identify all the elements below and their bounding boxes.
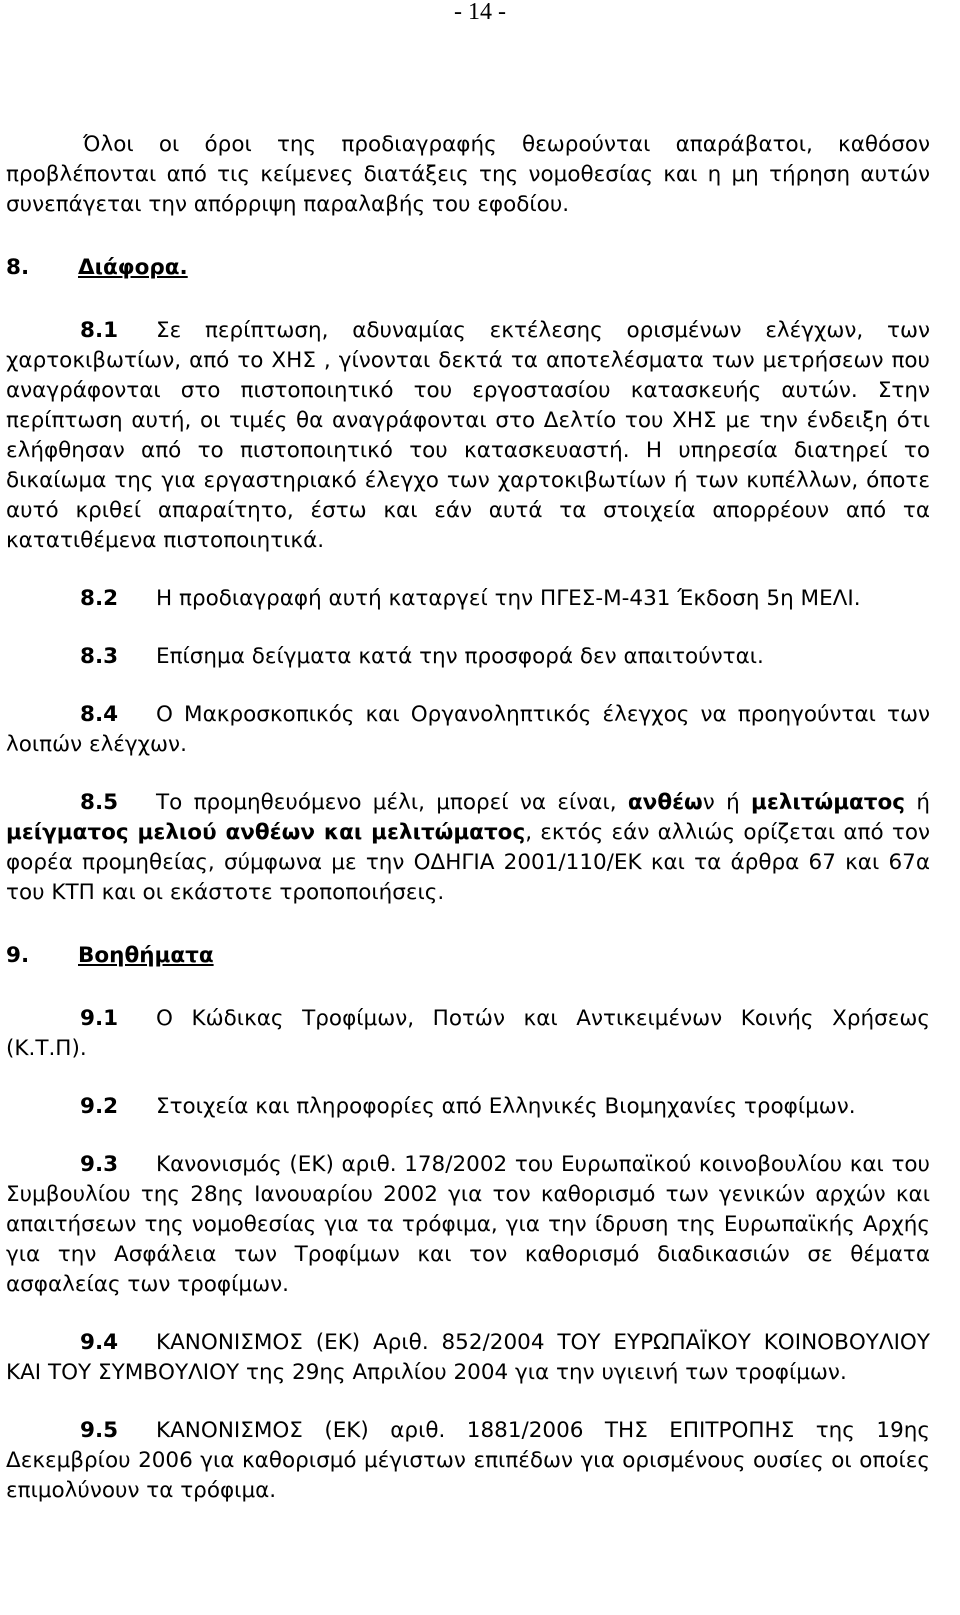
item-8-5-text-4: , εκτός εάν αλλιώς ορίζεται από τον φορέα προμηθείας, σύμφωνα με την ΟΔΗΓΙΑ 2001/110/ΕΚ και τα άρθρα 67 και 67α του ΚΤΠ και οι εκάστοτε τροποποιήσεις. (6, 820, 930, 905)
item-8-4-number: 8.4 (80, 702, 119, 727)
item-8-5 (6, 788, 930, 908)
item-9-3-text: Κανονισμός (ΕΚ) αριθ. 178/2002 του Ευρωπαϊκού κοινοβουλίου και του Συμβουλίου της 28ης Ιανουαρίου 2002 για τον καθορισμό των γενικών αρχών και απαιτήσεων της νομοθεσίας για τα τρόφιμα, για την ίδρυση της Ευρωπαϊκής Αρχής για την Ασφάλεια των Τροφίμων και τον καθορισμό διαδικασιών σε θέματα ασφαλείας των τροφίμων. (6, 1152, 930, 1297)
item-9-3-number: 9.3 (80, 1152, 119, 1177)
item-8-1-number: 8.1 (80, 318, 119, 343)
item-8-5-bold-1: ανθέω (627, 790, 703, 815)
item-9-5 (6, 1416, 930, 1506)
item-8-5-bold-3: μείγματος μελιού ανθέων και μελιτώματος (6, 820, 526, 845)
item-8-4 (6, 700, 930, 760)
document-body (6, 130, 930, 1506)
section-9-heading (6, 941, 930, 971)
item-9-4-text: ΚΑΝΟΝΙΣΜΟΣ (ΕΚ) Αριθ. 852/2004 ΤΟΥ ΕΥΡΩΠΑΪΚΟΥ ΚΟΙΝΟΒΟΥΛΙΟΥ ΚΑΙ ΤΟΥ ΣΥΜΒΟΥΛΙΟΥ της 29ης Απριλίου 2004 για την υγιεινή των τροφίμων. (6, 1330, 930, 1385)
item-8-4-text: Ο Μακροσκοπικός και Οργανοληπτικός έλεγχος να προηγούνται των λοιπών ελέγχων. (6, 702, 930, 757)
section-8-heading (6, 253, 930, 283)
item-9-2-number: 9.2 (80, 1094, 119, 1119)
item-8-2-text: Η προδιαγραφή αυτή καταργεί την ΠΓΕΣ-Μ-431 Έκδοση 5η ΜΕΛΙ. (156, 586, 861, 611)
item-8-3-number: 8.3 (80, 644, 119, 669)
item-8-2-number: 8.2 (80, 586, 119, 611)
item-8-5-bold-2: μελιτώματος (751, 790, 906, 815)
item-8-1 (6, 316, 930, 556)
item-8-3-text: Επίσημα δείγματα κατά την προσφορά δεν απαιτούνται. (156, 644, 764, 669)
item-9-1-text: Ο Κώδικας Τροφίμων, Ποτών και Αντικειμένων Κοινής Χρήσεως (Κ.Τ.Π). (6, 1006, 930, 1061)
item-9-1-number: 9.1 (80, 1006, 119, 1031)
item-9-4 (6, 1328, 930, 1388)
section-8-number: 8. (6, 255, 30, 280)
intro-paragraph: Όλοι οι όροι της προδιαγραφής θεωρούνται απαράβατοι, καθόσον προβλέπονται από τις κείμενες διατάξεις της νομοθεσίας και η μη τήρηση αυτών συνεπάγεται την απόρριψη παραλαβής του εφοδίου. (6, 132, 930, 217)
item-8-2 (6, 584, 930, 614)
item-9-4-number: 9.4 (80, 1330, 119, 1355)
section-9-number: 9. (6, 943, 30, 968)
item-8-5-number: 8.5 (80, 790, 119, 815)
item-9-2-text: Στοιχεία και πληροφορίες από Ελληνικές Βιομηχανίες τροφίμων. (156, 1094, 856, 1119)
page-number: - 14 - (454, 0, 506, 25)
section-8-title: Διάφορα. (78, 255, 188, 280)
item-9-2 (6, 1092, 930, 1122)
item-8-5-text-2: ν ή (702, 790, 752, 815)
item-8-5-text-3: ή (905, 790, 930, 815)
section-9-title: Βοηθήματα (78, 943, 214, 968)
item-8-5-text-1: Το προμηθευόμενο μέλι, μπορεί να είναι, (156, 790, 628, 815)
item-8-3 (6, 642, 930, 672)
item-9-5-number: 9.5 (80, 1418, 119, 1443)
item-9-3 (6, 1150, 930, 1300)
item-9-1 (6, 1004, 930, 1064)
item-9-5-text: ΚΑΝΟΝΙΣΜΟΣ (ΕΚ) αριθ. 1881/2006 ΤΗΣ ΕΠΙΤΡΟΠΗΣ της 19ης Δεκεμβρίου 2006 για καθορισμό μέγιστων επιπέδων για ορισμένους ουσίες οι οποίες επιμολύνουν τα τρόφιμα. (6, 1418, 930, 1503)
item-8-1-text: Σε περίπτωση, αδυναμίας εκτέλεσης ορισμένων ελέγχων, των χαρτοκιβωτίων, από το ΧΗΣ , γίνονται δεκτά τα αποτελέσματα των μετρήσεων που αναγράφονται στο πιστοποιητικό του εργοστασίου κατασκευής αυτών. Στην περίπτωση αυτή, οι τιμές θα αναγράφονται στο Δελτίο του ΧΗΣ με την ένδειξη ότι ελήφθησαν από το πιστοποιητικό του κατασκευαστή. Η υπηρεσία διατηρεί το δικαίωμα της για εργαστηριακό έλεγχο των χαρτοκιβωτίων ή των κυπέλλων, όποτε αυτό κριθεί απαραίτητο, έστω και εάν αυτά τα στοιχεία απορρέουν από τα κατατιθέμενα πιστοποιητικά. (6, 318, 930, 553)
